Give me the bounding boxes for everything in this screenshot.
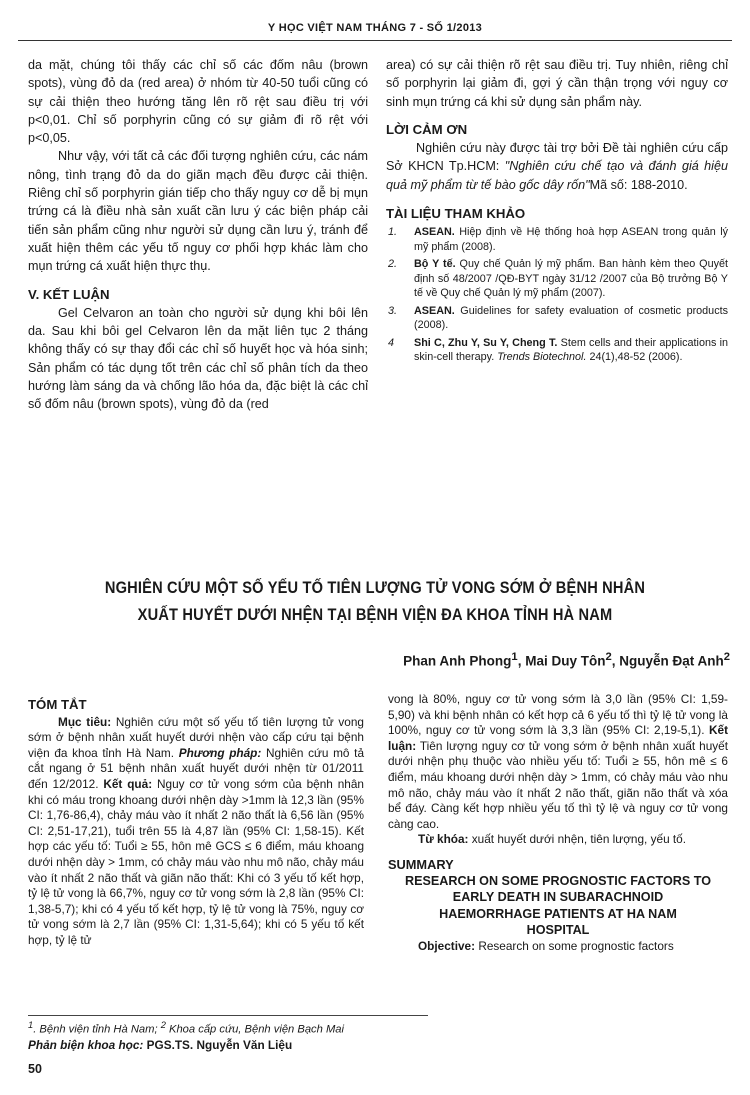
reference-item — [386, 257, 728, 301]
keywords-line — [388, 832, 728, 848]
reference-author: Bộ Y tế. — [414, 258, 456, 271]
reference-item — [386, 304, 728, 333]
reference-number: 4 — [388, 336, 395, 349]
conclusion-heading: V. KẾT LUẬN — [28, 286, 110, 302]
abstract-text — [28, 715, 364, 949]
affiliation-mark: 2 — [160, 1020, 166, 1030]
result-text: Nguy cơ tử vong sớm của bệnh nhân khi có máu trong khoang dưới nhện dày >1mm là 12,3 lần (95% CI: 1,76-86,4), chảy máu vào ít nhất 2 não thất là 6,56 lần (95% CI: 2,51-17,21), tuổi trên 55 là 4,87 lần (95% CI: 1,58-15). Kết hợp các yếu tố: Tuổi ≥ 55, hôn mê GCS ≤ 6 điểm, máu khoang dưới nhện dày > 1mm, có chảy máu vào nhu mô não, chảy máu vào ít nhất 2 não thất và giãn não thất: Khi có 3 yếu tố kết hợp, tỷ lệ tử vong là 66,7%, nguy cơ tử vong sớm là 2,8 lần (95% CI: 1,38-5,7); khi có 4 yếu tố kết hợp, tỷ lệ tử vong là 75%, nguy cơ tử vong sớm là 2,7 lần (95% CI: 1,31-5,64); khi có 5 yếu tố kết hợp, tỷ lệ tử — [28, 776, 364, 947]
summary-objective-label: Objective: — [418, 938, 476, 953]
reference-author: Shi C, Zhu Y, Su Y, Cheng T. — [414, 336, 558, 349]
reviewer-name: PGS.TS. Nguyễn Văn Liệu — [143, 1038, 293, 1052]
reference-author: ASEAN. — [414, 226, 455, 239]
conclusion-text: Gel Celvaron an toàn cho người sử dụng khi bôi lên da. Sau khi bôi gel Celvaron lên da mặt liên tục 2 tháng không thấy có sự thay đổi các chỉ số huyết học và hóa sinh; Sản phẩm có tác dụng tốt trên các chỉ số phân tích da theo hướng làm sáng da và chống lão hóa da, đặc biệt là các chỉ số đốm nâu (brown spots), vùng đỏ da (red — [28, 305, 368, 412]
reference-text: Guidelines for safety evaluation of cosmetic products (2008). — [414, 304, 728, 332]
summary-title-line: HAEMORRHAGE PATIENTS AT HA NAM — [439, 906, 677, 921]
summary-title-line: RESEARCH ON SOME PROGNOSTIC FACTORS TO — [404, 873, 711, 888]
summary-objective — [388, 939, 728, 955]
affiliation-mark: 1 — [28, 1020, 34, 1030]
abstract-left-column — [28, 697, 364, 949]
affiliation-1: . Bệnh viện tỉnh Hà Nam; — [33, 1023, 161, 1036]
result-label: Kết quả: — [103, 776, 153, 791]
abstract-continued — [388, 692, 728, 832]
reference-author: ASEAN. — [414, 304, 455, 317]
author-line: Phan Anh Phong$^1$, Mai Duy Tôn$^2$, Nguyễn Đạt Anh$^2$ — [403, 651, 730, 669]
result-text-continued: vong là 80%, nguy cơ tử vong sớm là 3,0 lần (95% CI: 1,59-5,90) và khi bệnh nhân có kết hợp cả 6 yếu tố thì tỷ lệ tử vong là 100%, nguy cơ tử vong sớm là 3,3 lần (95% CI: 2,19-5,1). — [388, 692, 728, 738]
author-affiliation-mark: 2 — [723, 651, 730, 663]
objective-text: Nghiên cứu một số yếu tố tiên lượng tử vong sớm ở bệnh nhân xuất huyết dưới nhện vào cấp cứu tại bệnh viện đa khoa tỉnh Hà Nam. — [28, 714, 364, 760]
references-list — [386, 225, 728, 365]
footnote-rule — [28, 1015, 428, 1016]
reference-journal: Trends Biotechnol. — [497, 351, 587, 364]
reference-tail: 24(1),48-52 (2006). — [586, 351, 683, 364]
author-name: Mai Duy Tôn — [525, 653, 606, 669]
reference-number: 2. — [388, 258, 398, 271]
summary-title-line: HOSPITAL — [526, 923, 590, 938]
prev-article-right-column — [386, 56, 728, 368]
keywords-text: xuất huyết dưới nhện, tiên lượng, yếu tố. — [468, 832, 687, 847]
reference-number: 3. — [388, 304, 398, 317]
method-text: Nghiên cứu mô tả cắt ngang ở 51 bệnh nhân xuất huyết dưới nhện từ 01/2011 đến 12/2012. — [28, 745, 365, 791]
author-affiliation-mark: 1 — [511, 651, 518, 663]
reference-text: Quy chế Quản lý mỹ phẩm. Ban hành kèm theo Quyết định số 48/2007 /QĐ-BYT ngày 31/12 /2007 của Bộ trưởng Bộ Y tế về Quy chế Quản lý mỹ phẩm (2007). — [414, 258, 728, 300]
abstract-heading: TÓM TẮT — [28, 697, 87, 712]
acknowledgement-heading: LỜI CẢM ƠN — [386, 121, 468, 137]
reference-text: Hiệp định về Hệ thống hoà hợp ASEAN trong quản lý mỹ phẩm (2008). — [414, 226, 728, 253]
prev-paragraph-1: da mặt, chúng tôi thấy các chỉ số các đốm nâu (brown spots), vùng đỏ da (red area) ở nhóm từ 40-50 tuổi cũng có sự cải thiện theo hướng tăng lên rõ rệt sau điều trị với p<0,01. Chỉ số porphyrin cũng có sự giảm đi rõ rệt với p<0,05. — [28, 58, 368, 146]
journal-header: Y HỌC VIỆT NAM THÁNG 7 - SỐ 1/2013 — [267, 22, 483, 34]
method-label: Phương pháp: — [178, 745, 262, 760]
acknowledgement-project-title: "Nghiên cứu chế tạo và đánh giá hiệu quả mỹ phẩm từ tế bào gốc dây rốn" — [386, 159, 728, 192]
reference-item — [386, 336, 728, 365]
acknowledgement-lead: Nghiên cứu này được tài trợ bởi Đề tài nghiên cứu cấp Sở KHCN Tp.HCM: — [386, 141, 728, 174]
header-rule — [18, 40, 732, 41]
abstract-right-column — [388, 692, 728, 954]
reviewer-label: Phản biện khoa học: — [28, 1038, 144, 1052]
reference-item — [386, 225, 728, 254]
conclusion-label: Kết luận: — [388, 723, 728, 753]
page-number: 50 — [28, 1062, 42, 1076]
summary-heading: SUMMARY — [388, 856, 454, 872]
acknowledgement-code: Mã số: 188-2010. — [589, 177, 688, 192]
references-heading: TÀI LIỆU THAM KHẢO — [386, 206, 526, 222]
author-name: Phan Anh Phong — [403, 653, 512, 669]
summary-objective-text: Research on some prognostic factors — [475, 938, 674, 953]
prev-article-left-column — [28, 56, 368, 414]
author-affiliation-mark: 2 — [605, 651, 612, 663]
affiliation-footnote — [28, 1020, 548, 1036]
prev-paragraph-2: Như vậy, với tất cả các đối tượng nghiên cứu, các nám nông, tình trạng đỏ da do giãn mạch đều được cải thiện. Riêng chỉ số porphyrin gián tiếp cho thấy nguy cơ dễ bị mụn trứng cá là điều nhà sản xuất cần lưu ý các biện pháp cải tiến sản phẩm cũng như người sử dụng cần lưu ý, tránh để xuất hiện thêm các yếu tố nguy cơ phối hợp khác làm cho mụn trứng cá xuất hiện thực thụ. — [28, 149, 368, 274]
article-title-line-1: NGHIÊN CỨU MỘT SỐ YẾU TỐ TIÊN LƯỢNG TỬ VONG SỚM Ở BỆNH NHÂN — [104, 578, 646, 597]
summary-title-line: EARLY DEATH IN SUBARACHNOID — [452, 890, 664, 905]
author-name: Nguyễn Đạt Anh — [619, 653, 724, 669]
affiliation-2: Khoa cấp cứu, Bệnh viện Bạch Mai — [165, 1023, 345, 1036]
article-title-line-2: XUẤT HUYẾT DƯỚI NHỆN TẠI BỆNH VIỆN ĐA KHOA TỈNH HÀ NAM — [137, 605, 613, 624]
acknowledgement-text — [386, 139, 728, 194]
keywords-label: Từ khóa: — [418, 832, 469, 847]
prev-paragraph-3: area) có sự cải thiện rõ rệt sau điều trị. Tuy nhiên, riêng chỉ số porphyrin lại giảm đi, gợi ý cần thận trọng với nguy cơ sinh mụn trứng cá khi sử dụng sản phẩm này. — [386, 58, 728, 109]
objective-label: Mục tiêu: — [58, 714, 112, 729]
reference-text: Stem cells and their applications in skin-cell therapy. — [414, 336, 728, 364]
conclusion-summary-text: Tiên lượng nguy cơ tử vong sớm ở bệnh nhân xuất huyết dưới nhện phụ thuộc vào nhiều yếu tố: Tuổi ≥ 55, hôn mê ≤ 6 điểm, máu khoang dưới nhện dày > 1mm, có chảy máu vào nhu mô não, chảy máu vào ít nhất 2 não thất, giãn não thất và xóa bể đáy. Càng kết hợp nhiều yếu tố thì tỷ lệ và nguy cơ tử vong càng cao. — [388, 738, 728, 831]
reference-number: 1. — [388, 226, 398, 239]
reviewer-line — [28, 1038, 548, 1052]
